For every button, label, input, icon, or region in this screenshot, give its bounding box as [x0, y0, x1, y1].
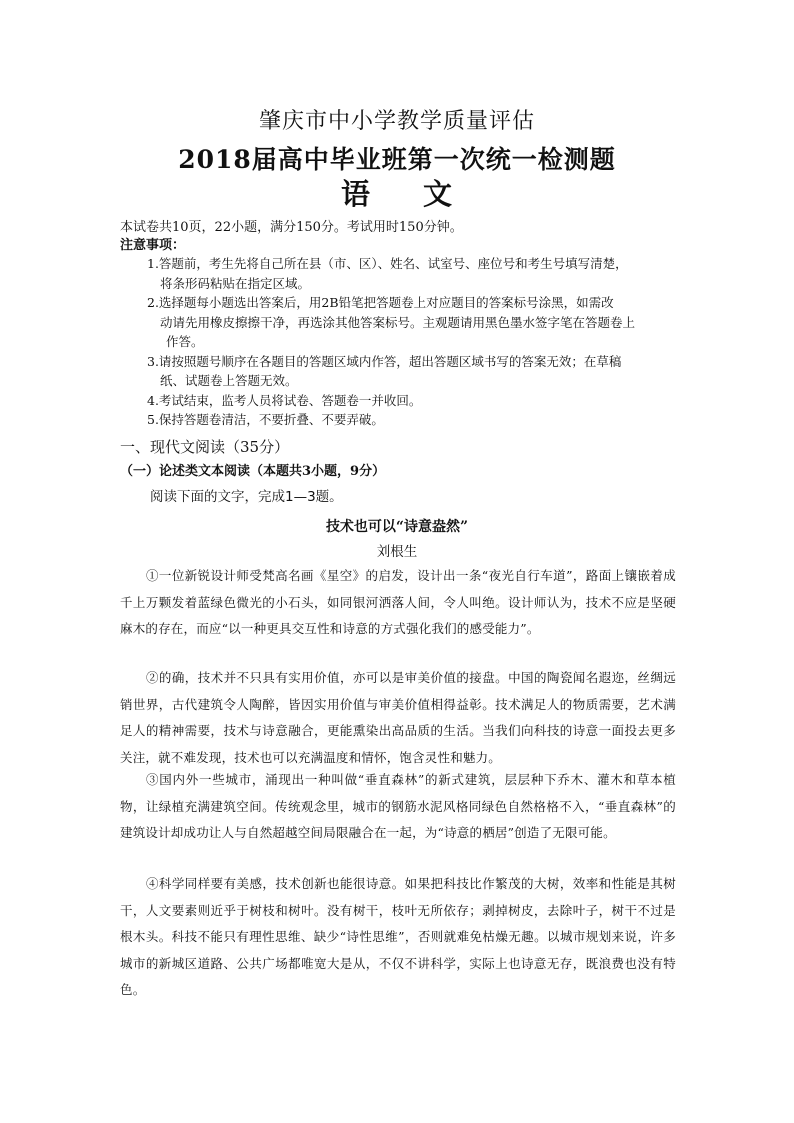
reading-instruction: 阅读下面的文字，完成1—3题。	[150, 489, 343, 505]
notice-item-4: 4.考试结束，监考人员将试卷、答题卷一并收回。	[147, 392, 422, 408]
section-heading: 一、现代文阅读（35分）	[120, 438, 290, 456]
exam-intro: 本试卷共10页，22小题，满分150分。考试用时150分钟。	[120, 220, 463, 235]
article-author: 刘根生	[376, 544, 418, 560]
notice-item-1: 1.答题前，考生先将自己所在县（市、区）、姓名、试室号、座位号和考生号填写清楚， 将条形码粘贴在指定区域。	[147, 256, 628, 291]
notice-item-5: 5.保持答题卷清洁，不要折叠、不要弄破。	[147, 412, 384, 427]
org-title: 肇庆市中小学教学质量评估	[258, 109, 535, 134]
notice-list	[147, 254, 677, 430]
subject-char-2: 文	[423, 177, 454, 211]
subject-title	[0, 172, 794, 213]
article-paragraph-2: ②的确，技术并不只具有实用价值，亦可以是审美价值的接盘。中国的陶瓷闻名遐迩，丝绸远销世界，古代建筑令人陶醉，皆因实用价值与审美价值相得益彰。技术满足人的物质需要，艺术满足人的精神需要，技术与诗意融合，更能熏染出高品质的生活。当我们向科技的诗意一面投去更多关注，就不难发现，技术也可以充满温度和情怀，饱含灵性和魅力。	[120, 670, 676, 765]
notice-heading: 注意事项：	[120, 238, 186, 253]
article-paragraph-4: ④科学同样要有美感，技术创新也能很诗意。如果把科技比作繁茂的大树，效率和性能是其树干，人文要素则近乎于树枝和树叶。没有树干，枝叶无所依存；剥掉树皮，去除叶子，树干不过是根木头。科技不能只有理性思维、缺少“诗性思维”，否则就难免枯燥无趣。以城市规划来说，许多城市的新城区道路、公共广场都唯宽大是从，不仅不讲科学，实际上也诗意无存，既浪费也没有特色。	[120, 876, 676, 997]
article-title: 技术也可以“诗意盎然”	[325, 519, 469, 535]
subject-char-1: 语	[340, 177, 371, 211]
notice-item-3: 3.请按照题号顺序在各题目的答题区域内作答，超出答题区域书写的答案无效；在草稿 纸、试题卷上答题无效。	[147, 353, 622, 388]
article-paragraph-1: ①一位新锐设计师受梵高名画《星空》的启发，设计出一条“夜光自行车道”，路面上镶嵌着成千上万颗发着蓝绿色微光的小石头，如同银河洒落人间，令人叫绝。设计师认为，技术不应是坚硬麻木的存在，而应“以一种更具交互性和诗意的方式强化我们的感受能力”。	[120, 568, 676, 636]
article-paragraph-3: ③国内外一些城市，涌现出一种叫做“垂直森林”的新式建筑，层层种下乔木、灌木和草本植物，让绿植充满建筑空间。传统观念里，城市的钢筋水泥风格同绿色自然格格不入，“垂直森林”的建筑设计却成功让人与自然超越空间局限融合在一起，为“诗意的栖居”创造了无限可能。	[120, 772, 676, 840]
exam-title: 2018届高中毕业班第一次统一检测题	[178, 145, 616, 174]
notice-item-2: 2.选择题每小题选出答案后，用2B铅笔把答题卷上对应题目的答案标号涂黑，如需改 动请先用橡皮擦擦干净，再选涂其他答案标号。主观题请用黑色墨水签字笔在答题卷上 作答。	[147, 295, 636, 349]
subsection-heading: （一）论述类文本阅读（本题共3小题，9分）	[120, 464, 386, 479]
